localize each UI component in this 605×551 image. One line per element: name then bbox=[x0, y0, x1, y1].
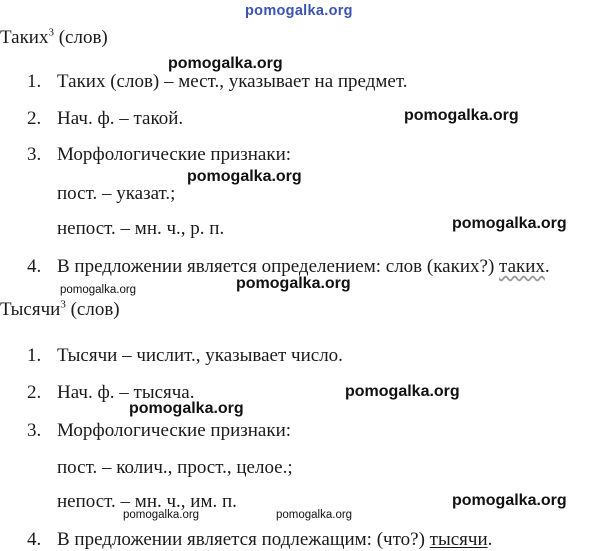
list-item-text: Таких (слов) – мест., указывает на предмет. bbox=[57, 71, 408, 92]
section2-sub-1: пост. – колич., прост., целое.; bbox=[57, 457, 293, 478]
list-item-text: Нач. ф. – такой. bbox=[57, 108, 184, 129]
watermark: pomogalka.org bbox=[129, 400, 244, 417]
list-number: 2. bbox=[27, 108, 42, 129]
section2-heading-tail: (слов) bbox=[65, 299, 120, 320]
list-number: 4. bbox=[27, 529, 42, 550]
watermark: pomogalka.org bbox=[60, 284, 137, 296]
watermark: pomogalka.org bbox=[236, 275, 351, 292]
section1-heading-tail: (слов) bbox=[53, 27, 108, 48]
list-number: 1. bbox=[27, 71, 42, 92]
watermark: pomogalka.org bbox=[345, 383, 460, 400]
section2-item-3 bbox=[27, 420, 291, 442]
section2-heading bbox=[0, 299, 120, 321]
list-item-text: В предложении является определением: слов (каких?) bbox=[57, 256, 500, 277]
section1-item-1 bbox=[27, 71, 407, 93]
list-item-end: . bbox=[544, 256, 550, 277]
underlined-word: тысячи bbox=[429, 529, 488, 550]
list-number: 2. bbox=[27, 382, 42, 403]
section2-item-1 bbox=[27, 345, 343, 367]
underlined-word: таких bbox=[499, 256, 545, 277]
section1-heading-sup: 3 bbox=[48, 26, 54, 39]
list-item-text: Нач. ф. – тысяча. bbox=[57, 382, 195, 403]
section1-sub-1: пост. – указат.; bbox=[57, 183, 176, 204]
section1-sub-2: непост. – мн. ч., р. п. bbox=[57, 218, 225, 239]
section2-item-4 bbox=[27, 529, 492, 551]
site-header-watermark: pomogalka.org bbox=[245, 3, 353, 19]
watermark: pomogalka.org bbox=[123, 509, 200, 521]
list-number: 3. bbox=[27, 144, 42, 165]
list-number: 4. bbox=[27, 256, 42, 277]
watermark: pomogalka.org bbox=[452, 215, 567, 232]
watermark: pomogalka.org bbox=[404, 107, 519, 124]
list-item-end: . bbox=[487, 529, 493, 550]
list-item-text: В предложении является подлежащим: (что?) bbox=[57, 529, 430, 550]
watermark: pomogalka.org bbox=[187, 168, 302, 185]
list-number: 1. bbox=[27, 345, 42, 366]
section2-heading-sup: 3 bbox=[60, 298, 66, 311]
section1-heading-word: Таких bbox=[0, 27, 49, 48]
watermark: pomogalka.org bbox=[276, 509, 353, 521]
section1-item-3 bbox=[27, 144, 291, 166]
list-number: 3. bbox=[27, 420, 42, 441]
section1-item-2 bbox=[27, 108, 183, 130]
section2-sub-2: непост. – мн. ч., им. п. bbox=[57, 491, 237, 512]
list-item-text: Тысячи – числит., указывает число. bbox=[57, 345, 343, 366]
watermark: pomogalka.org bbox=[168, 55, 283, 72]
watermark: pomogalka.org bbox=[452, 492, 567, 509]
list-item-text: Морфологические признаки: bbox=[57, 144, 292, 165]
section2-heading-word: Тысячи bbox=[0, 299, 61, 320]
list-item-text: Морфологические признаки: bbox=[57, 420, 292, 441]
section1-heading bbox=[0, 27, 108, 49]
